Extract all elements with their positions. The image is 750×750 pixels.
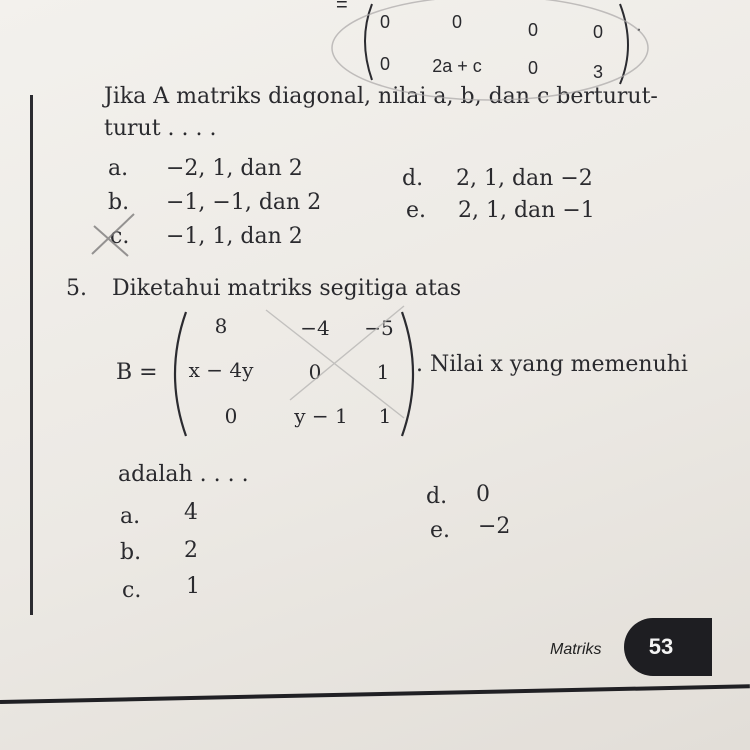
option-letter: b. (120, 540, 142, 565)
question-5-text: Diketahui matriks segitiga atas (112, 276, 462, 301)
question-5-tail: adalah . . . . (118, 462, 249, 487)
matrix-b-left-bracket (175, 312, 186, 436)
matrix-b-cell: 1 (376, 360, 390, 384)
pencil-circle (332, 0, 648, 100)
option-value: 2 (184, 538, 198, 563)
matrix-b-cell: 8 (214, 314, 228, 338)
chapter-label: Matriks (550, 641, 602, 658)
option-value: 2, 1, dan −1 (458, 198, 595, 223)
option-letter: d. (402, 166, 424, 191)
top-matrix-equals: = (336, 0, 348, 16)
page-number: 53 (648, 634, 674, 659)
option-value: −1, 1, dan 2 (166, 224, 303, 249)
pencil-cross-mark (92, 214, 134, 256)
option-letter: d. (426, 484, 448, 509)
matrix-b-cell: y − 1 (294, 404, 348, 428)
matrix-b-cell: 1 (378, 404, 392, 428)
option-letter: b. (108, 190, 130, 215)
option-value: 4 (184, 500, 198, 525)
top-matrix-cell: 0 (451, 12, 462, 32)
top-matrix-cell: 0 (527, 20, 538, 40)
option-value: 2, 1, dan −2 (456, 166, 593, 191)
option-letter: c. (122, 578, 142, 603)
matrix-b-cell: 0 (308, 360, 322, 384)
option-letter: e. (406, 198, 427, 223)
question-5-continuation: . Nilai x yang memenuhi (416, 352, 688, 377)
option-letter: e. (430, 518, 451, 543)
top-matrix-cell: 3 (592, 62, 603, 82)
matrix-b-cell: −5 (364, 316, 394, 340)
top-matrix-cell: 0 (527, 58, 538, 78)
top-matrix-cell: 0 (379, 12, 390, 32)
option-value: −1, −1, dan 2 (166, 190, 322, 215)
top-matrix-right-bracket (620, 4, 628, 84)
question-4-text-line1: Jika A matriks diagonal, nilai a, b, dan c berturut- (104, 84, 658, 109)
matrix-b-cell: 0 (224, 404, 238, 428)
top-matrix-cell: 2a + c (432, 56, 482, 76)
top-matrix-cell: 0 (379, 54, 390, 74)
matrix-b-label: B = (116, 360, 158, 385)
matrix-b-cell: x − 4y (188, 358, 254, 382)
option-letter: c. (110, 224, 130, 249)
top-matrix-cell: 0 (592, 22, 603, 42)
option-value: 1 (186, 574, 200, 599)
question-5-number: 5. (66, 276, 87, 301)
option-letter: a. (120, 504, 141, 529)
option-value: −2 (478, 514, 511, 539)
page-number-badge (624, 618, 712, 676)
option-value: −2, 1, dan 2 (166, 156, 303, 181)
matrix-b-cell: −4 (300, 316, 330, 340)
question-4-text-line2: turut . . . . (104, 116, 217, 141)
option-value: 0 (476, 482, 490, 507)
top-matrix-period: . (636, 14, 642, 36)
pencil-diagonal-marks (266, 306, 404, 418)
option-letter: a. (108, 156, 129, 181)
